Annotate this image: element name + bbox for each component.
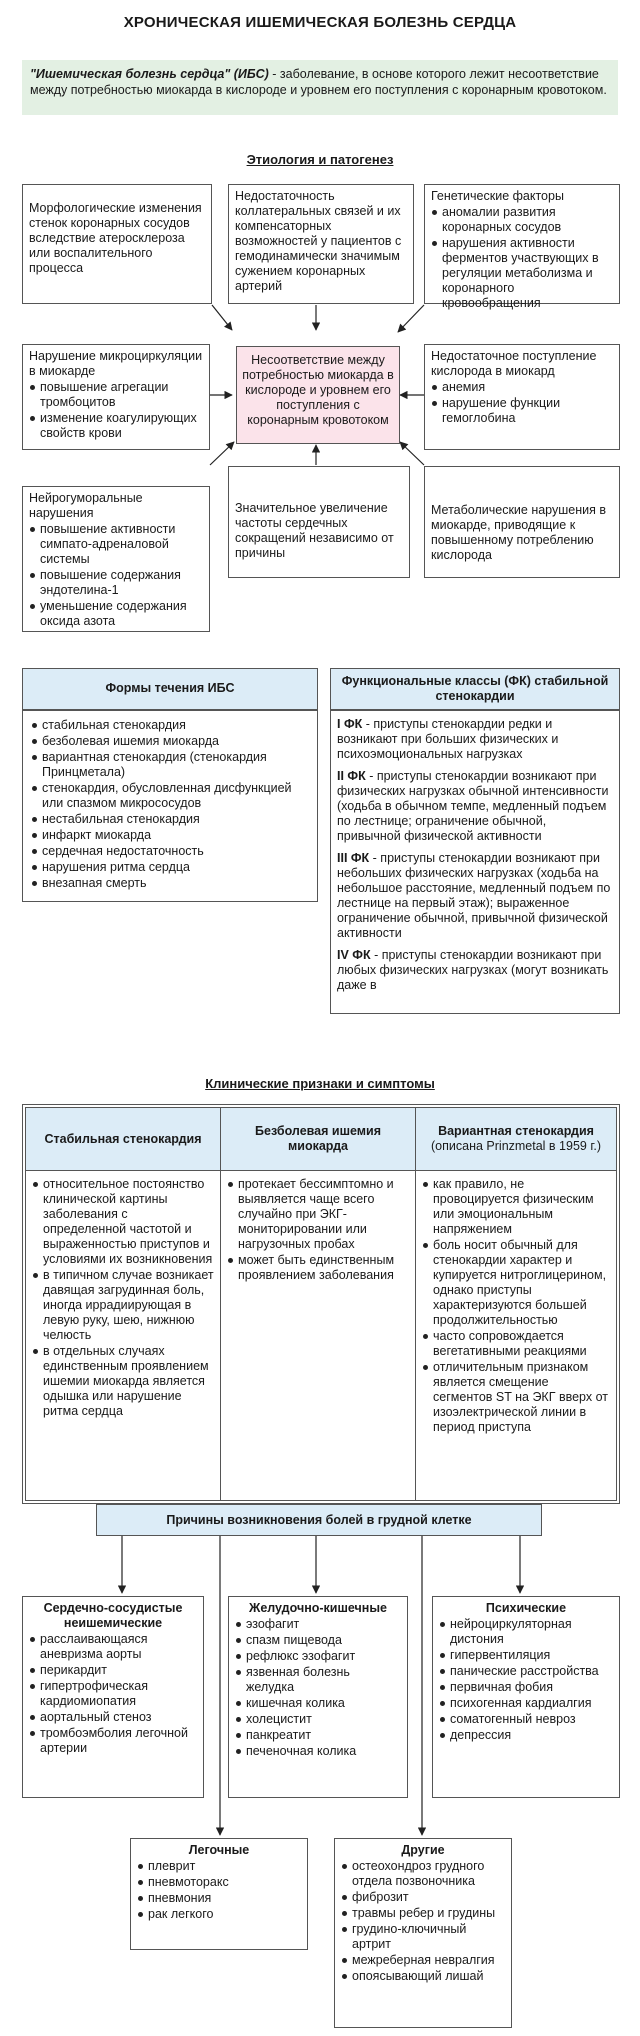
list-item: остеохондроз грудного отдела позвоночника: [341, 1859, 505, 1889]
causes-other-list: [341, 1859, 505, 1984]
etiology-genetic-title: Генетические факторы: [431, 189, 564, 203]
etiology-microcirc-title: Нарушение микроциркуляции в миокарде: [29, 349, 203, 378]
list-item: как правило, не провоцируется физическим или эмоциональным напряжением: [422, 1177, 610, 1237]
clinical-col-1-title: Стабильная стенокардия: [44, 1131, 202, 1146]
list-item: холецистит: [235, 1712, 401, 1727]
etiology-heading: Этиология и патогенез: [246, 152, 394, 167]
etiology-microcirc-list: [29, 380, 203, 441]
list-item: фиброзит: [341, 1890, 505, 1905]
clinical-col-1-header: [26, 1108, 221, 1171]
list-item: инфаркт миокарда: [31, 828, 309, 843]
forms-heading: [22, 668, 318, 710]
list-item: нарушения ритма сердца: [31, 860, 309, 875]
clinical-col-2-header: [221, 1108, 416, 1171]
page-title: ХРОНИЧЕСКАЯ ИШЕМИЧЕСКАЯ БОЛЕЗНЬ СЕРДЦА: [123, 14, 517, 31]
etiology-oxygen-title: Недостаточное поступление кислорода в миокард: [431, 349, 597, 378]
clinical-table: [25, 1107, 617, 1501]
list-item: расслаивающаяся аневризма аорты: [29, 1632, 197, 1662]
causes-gi-list: [235, 1617, 401, 1759]
list-item: повышение активности симпато-адреналовой системы: [29, 522, 203, 567]
causes-psych-box: [432, 1596, 620, 1798]
causes-cardio-title: Сердечно-сосудистые неишемические: [43, 1601, 183, 1630]
list-item: опоясывающий лишай: [341, 1969, 505, 1984]
list-item: уменьшение содержания оксида азота: [29, 599, 203, 629]
list-item: плеврит: [137, 1859, 301, 1874]
etiology-microcirc-box: [22, 344, 210, 450]
arrow-metabolic: [400, 442, 424, 465]
list-item: вариантная стенокардия (стенокардия Принцметала): [31, 750, 309, 780]
fk-heading: [330, 668, 620, 710]
list-item: может быть единственным проявлением заболевания: [227, 1253, 409, 1283]
etiology-metabolic-text: Метаболические нарушения в миокарде, приводящие к повышенному потреблению кислорода: [431, 503, 606, 562]
list-item: повышение агрегации тромбоцитов: [29, 380, 203, 410]
fk-box: [330, 710, 620, 1014]
causes-cardio-box: [22, 1596, 204, 1798]
causes-psych-list: [439, 1617, 613, 1743]
causes-lung-title: Легочные: [188, 1843, 250, 1857]
etiology-genetic-list: [431, 205, 613, 311]
list-item: нейроциркуляторная дистония: [439, 1617, 613, 1647]
clinical-col-3-sub: (описана Prinzmetal в 1959 г.): [431, 1139, 601, 1153]
fk-class-2-label: II ФК: [337, 769, 366, 783]
fk-class-1: [337, 717, 613, 762]
list-item: грудино-ключичный артрит: [341, 1922, 505, 1952]
list-item: стенокардия, обусловленная дисфункцией или спазмом микрососудов: [31, 781, 309, 811]
definition-text: - заболевание, в основе которого лежит несоответствие между потребностью миокарда в кислороде и уровнем его поступления с коронарным кровотоком.: [30, 67, 607, 98]
causes-gi-title: Желудочно-кишечные: [249, 1601, 387, 1615]
list-item: нарушение функции гемоглобина: [431, 396, 613, 426]
etiology-genetic-box: [424, 184, 620, 310]
forms-heading-text: Формы течения ИБС: [105, 681, 235, 695]
fk-class-2-text: - приступы стенокардии возникают при физических нагрузках обычной интенсивности (ходьба в обычном темпе, медленный подъем по лестнице; ограничение обычной, привычной физической активности: [337, 769, 609, 843]
causes-lung-box: [130, 1838, 308, 1950]
causes-cardio-list: [29, 1632, 197, 1756]
list-item: гипертрофическая кардиомиопатия: [29, 1679, 197, 1709]
fk-class-1-label: I ФК: [337, 717, 363, 731]
list-item: эзофагит: [235, 1617, 401, 1632]
fk-class-3-label: III ФК: [337, 851, 370, 865]
list-item: в типичном случае возникает давящая загрудинная боль, иногда иррадиирующая в левую руку, шею, нижнюю челюсть: [32, 1268, 214, 1343]
list-item: относительное постоянство клинической картины заболевания с определенной частотой и выраженностью приступов и условиями их возникновения: [32, 1177, 214, 1267]
list-item: изменение коагулирующих свойств крови: [29, 411, 203, 441]
clinical-col-1-body: [26, 1171, 221, 1501]
list-item: рак легкого: [137, 1907, 301, 1922]
list-item: повышение содержания эндотелина-1: [29, 568, 203, 598]
list-item: депрессия: [439, 1728, 613, 1743]
list-item: безболевая ишемия миокарда: [31, 734, 309, 749]
list-item: протекает бессимптомно и выявляется чаще всего случайно при ЭКГ-мониторировании или нагрузочных пробах: [227, 1177, 409, 1252]
etiology-oxygen-box: [424, 344, 620, 450]
causes-gi-box: [228, 1596, 408, 1798]
list-item: панкреатит: [235, 1728, 401, 1743]
list-item: психогенная кардиалгия: [439, 1696, 613, 1711]
fk-class-3: [337, 851, 613, 941]
list-item: анемия: [431, 380, 613, 395]
list-item: нестабильная стенокардия: [31, 812, 309, 827]
etiology-center-box: [236, 346, 400, 444]
etiology-heartrate-text: Значительное увеличение частоты сердечных сокращений независимо от причины: [235, 501, 394, 560]
fk-class-4-label: IV ФК: [337, 948, 371, 962]
clinical-col-2-body: [221, 1171, 416, 1501]
etiology-center-text: Несоответствие между потребностью миокарда в кислороде и уровнем его поступления с коронарным кровотоком: [242, 353, 394, 427]
list-item: пневмоторакс: [137, 1875, 301, 1890]
clinical-col-2-title: Безболевая ишемия миокарда: [255, 1124, 381, 1153]
list-item: аортальный стеноз: [29, 1710, 197, 1725]
etiology-heartrate-box: [228, 466, 410, 578]
clinical-col-3-body: [416, 1171, 617, 1501]
clinical-col-2-list: [227, 1177, 409, 1283]
clinical-col-1-list: [32, 1177, 214, 1419]
causes-psych-title: Психические: [485, 1601, 567, 1615]
fk-class-4: [337, 948, 613, 993]
etiology-neuro-box: [22, 486, 210, 632]
list-item: нарушения активности ферментов участвующих в регуляции метаболизма и коронарного кровообращения: [431, 236, 613, 311]
list-item: пневмония: [137, 1891, 301, 1906]
clinical-heading: Клинические признаки и симптомы: [205, 1076, 435, 1091]
list-item: печеночная колика: [235, 1744, 401, 1759]
list-item: язвенная болезнь желудка: [235, 1665, 401, 1695]
clinical-table-frame: [22, 1104, 620, 1504]
etiology-collateral-text: Недостаточность коллатеральных связей и их компенсаторных возможностей у пациентов с гемодинамически значимым сужением коронарных артерий: [235, 189, 402, 293]
forms-list-box: [22, 710, 318, 902]
list-item: часто сопровождается вегетативными реакциями: [422, 1329, 610, 1359]
list-item: межреберная невралгия: [341, 1953, 505, 1968]
fk-class-2: [337, 769, 613, 844]
list-item: боль носит обычный для стенокардии характер и купируется нитроглицерином, однако приступы характеризуются большей продолжительностью: [422, 1238, 610, 1328]
etiology-oxygen-list: [431, 380, 613, 426]
clinical-col-3-list: [422, 1177, 610, 1435]
fk-class-3-text: - приступы стенокардии возникают при небольших физических нагрузках (ходьба на небольшое расстояние, медленный подъем по лестнице на первый этаж); выраженное ограничение обычной, привычной физической активности: [337, 851, 611, 940]
list-item: стабильная стенокардия: [31, 718, 309, 733]
list-item: панические расстройства: [439, 1664, 613, 1679]
fk-class-1-text: - приступы стенокардии редки и возникают при больших физических и психоэмоциональных нагрузках: [337, 717, 559, 761]
list-item: спазм пищевода: [235, 1633, 401, 1648]
causes-other-title: Другие: [401, 1843, 445, 1857]
clinical-col-3-header: [416, 1108, 617, 1171]
list-item: тромбоэмболия легочной артерии: [29, 1726, 197, 1756]
causes-heading: [96, 1504, 542, 1536]
list-item: травмы ребер и грудины: [341, 1906, 505, 1921]
list-item: кишечная колика: [235, 1696, 401, 1711]
etiology-neuro-title: Нейрогуморальные нарушения: [29, 491, 143, 520]
list-item: рефлюкс эзофагит: [235, 1649, 401, 1664]
etiology-morph-box: [22, 184, 212, 304]
etiology-metabolic-box: [424, 466, 620, 578]
definition-term: "Ишемическая болезнь сердца" (ИБС): [30, 67, 269, 81]
forms-list: [31, 718, 309, 891]
list-item: аномалии развития коронарных сосудов: [431, 205, 613, 235]
list-item: соматогенный невроз: [439, 1712, 613, 1727]
arrow-genetic: [398, 305, 424, 332]
causes-heading-text: Причины возникновения болей в грудной клетке: [166, 1513, 472, 1527]
list-item: сердечная недостаточность: [31, 844, 309, 859]
arrow-neuro: [210, 442, 234, 465]
list-item: отличительным признаком является смещение сегментов ST на ЭКГ вверх от изоэлектрической линии в период приступа: [422, 1360, 610, 1435]
list-item: перикардит: [29, 1663, 197, 1678]
etiology-morph-text: Морфологические изменения стенок коронарных сосудов вследствие атеросклероза или воспалительного процесса: [29, 201, 202, 275]
etiology-collateral-box: [228, 184, 414, 304]
causes-lung-list: [137, 1859, 301, 1922]
definition-box: [22, 60, 618, 115]
list-item: гипервентиляция: [439, 1648, 613, 1663]
list-item: в отдельных случаях единственным проявлением ишемии миокарда является одышка или нарушение ритма сердца: [32, 1344, 214, 1419]
causes-other-box: [334, 1838, 512, 2028]
fk-class-4-text: - приступы стенокардии возникают при любых физических нагрузках (могут возникать даже в: [337, 948, 609, 992]
etiology-neuro-list: [29, 522, 203, 629]
list-item: первичная фобия: [439, 1680, 613, 1695]
list-item: внезапная смерть: [31, 876, 309, 891]
clinical-col-3-title: Вариантная стенокардия: [438, 1124, 594, 1138]
arrow-morph: [212, 305, 232, 330]
fk-heading-text: Функциональные классы (ФК) стабильной стенокардии: [341, 674, 609, 703]
